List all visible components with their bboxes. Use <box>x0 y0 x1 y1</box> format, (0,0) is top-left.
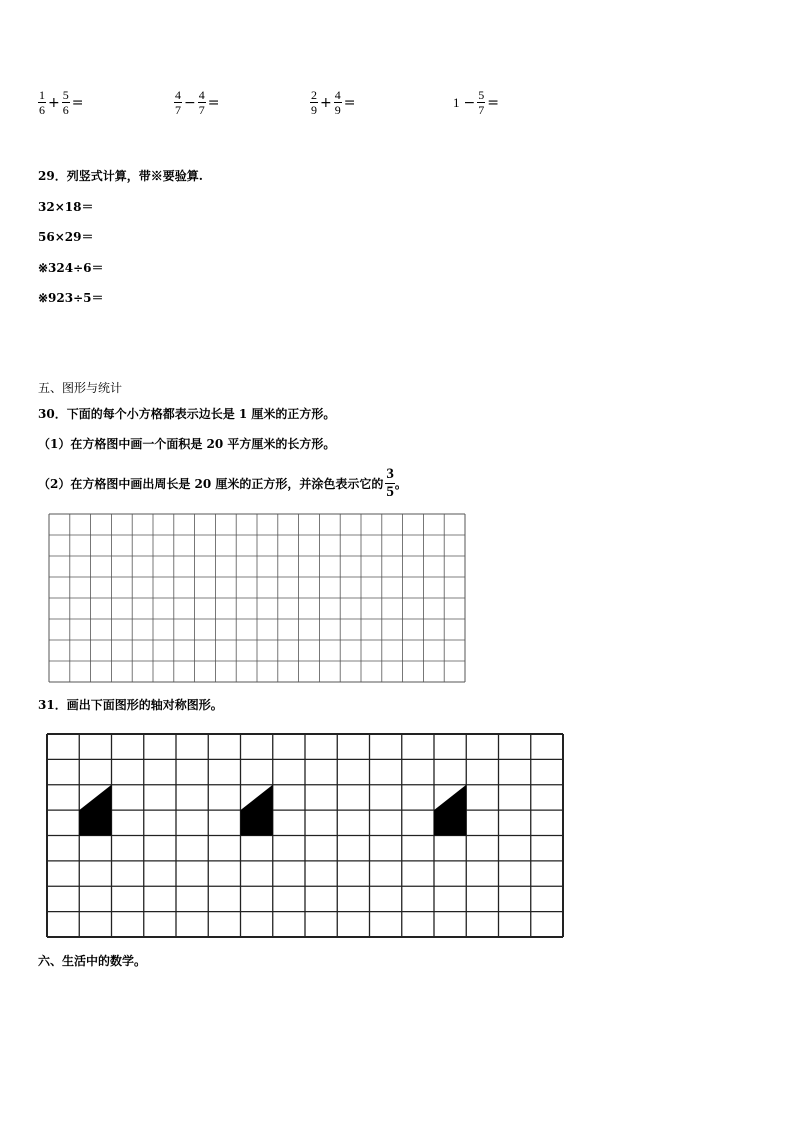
grid-paper-30[interactable] <box>48 513 466 683</box>
filled-trapezoid-shape <box>241 785 273 836</box>
filled-trapezoid-shape <box>79 785 111 836</box>
equals-sign: = <box>207 94 220 111</box>
question-30-title: 30．下面的每个小方格都表示边长是 1 厘米的正方形。 <box>38 407 336 421</box>
equals-sign: = <box>71 94 84 111</box>
fraction: $\frac{2}{9}$ <box>311 88 317 117</box>
fraction: $\frac{4}{7}$ <box>175 88 181 117</box>
fraction: $\frac{5}{7}$ <box>478 88 485 117</box>
fraction: $\frac{1}{6}$ <box>39 88 45 117</box>
grid-paper-31[interactable] <box>46 733 564 938</box>
operator: + <box>48 94 60 111</box>
operator: + <box>320 94 332 111</box>
fraction-three-fifths: $\frac{3}{5}$ <box>386 466 394 500</box>
calc-item-4: ※923÷5＝ <box>38 291 104 305</box>
equals-sign: = <box>487 94 499 111</box>
calc-item-1: 32×18＝ <box>38 200 94 214</box>
question-31-title: 31．画出下面图形的轴对称图形。 <box>38 698 223 712</box>
question-30-part-2: （2）在方格图中画出周长是 20 厘米的正方形，并涂色表示它的 $\frac{3}{5}$ 。 <box>38 466 407 500</box>
filled-trapezoid-shape <box>434 785 466 836</box>
fraction: $\frac{4}{9}$ <box>334 88 341 117</box>
fraction-problem-3 <box>310 88 357 117</box>
fraction-problem-1 <box>38 88 85 117</box>
operator: − <box>184 94 196 111</box>
section-5-heading: 五、图形与统计 <box>38 381 123 395</box>
fraction: $\frac{4}{7}$ <box>198 88 205 117</box>
question-29-title: 29．列竖式计算，带※要验算. <box>38 169 203 183</box>
fraction-problem-4 <box>451 88 501 117</box>
fraction-problem-2 <box>174 88 221 117</box>
equals-sign: = <box>343 94 356 111</box>
question-30-part-1: （1）在方格图中画一个面积是 20 平方厘米的长方形。 <box>38 437 336 451</box>
calc-item-2: 56×29＝ <box>38 230 94 244</box>
section-6-heading: 六、生活中的数学。 <box>38 954 147 968</box>
whole-number: 1 <box>453 94 460 110</box>
fraction: $\frac{5}{6}$ <box>62 88 69 117</box>
operator: − <box>463 94 476 111</box>
calc-item-3: ※324÷6＝ <box>38 261 104 275</box>
